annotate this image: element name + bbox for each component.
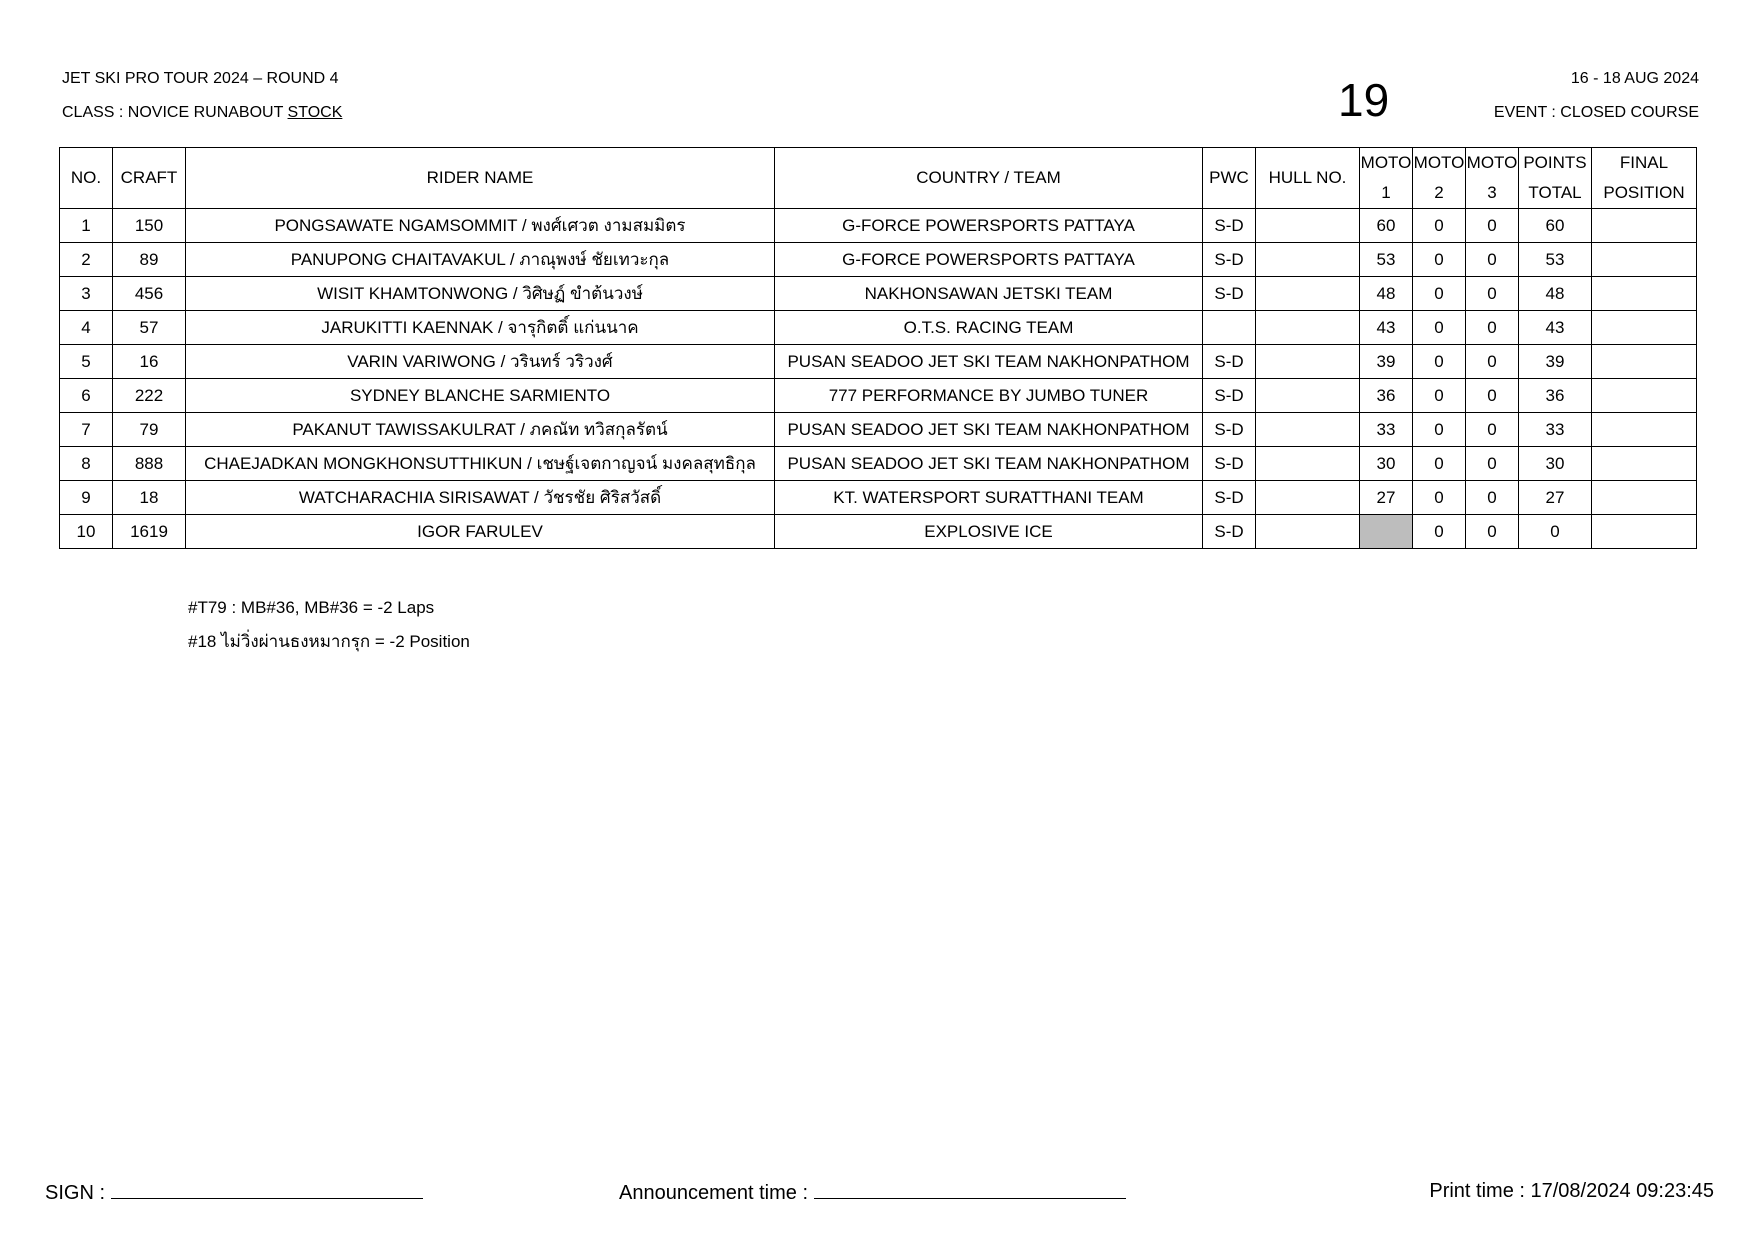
col-moto-3: MOTO 3 [1466,148,1519,209]
cell-moto1: 39 [1360,345,1413,379]
cell-total: 48 [1519,277,1592,311]
cell-final [1592,447,1697,481]
cell-craft: 456 [113,277,186,311]
cell-final [1592,209,1697,243]
cell-hull [1256,209,1360,243]
note-laps: #T79 : MB#36, MB#36 = -2 Laps [188,598,435,617]
cell-hull [1256,311,1360,345]
cell-hull [1256,515,1360,549]
table-row [60,481,1697,515]
col-rider-name: RIDER NAME [186,148,775,209]
cell-moto2: 0 [1413,243,1466,277]
cell-craft: 150 [113,209,186,243]
cell-final [1592,311,1697,345]
cell-final [1592,413,1697,447]
cell-moto2: 0 [1413,447,1466,481]
cell-moto1: 36 [1360,379,1413,413]
cell-craft: 16 [113,345,186,379]
cell-pwc: S-D [1203,515,1256,549]
cell-moto1: 27 [1360,481,1413,515]
cell-total: 33 [1519,413,1592,447]
page-number: 19 [1338,74,1390,126]
cell-moto3: 0 [1466,413,1519,447]
cell-hull [1256,481,1360,515]
cell-team: O.T.S. RACING TEAM [775,311,1203,345]
cell-team: PUSAN SEADOO JET SKI TEAM NAKHONPATHOM [775,345,1203,379]
cell-pwc: S-D [1203,413,1256,447]
cell-craft: 79 [113,413,186,447]
cell-total: 36 [1519,379,1592,413]
col-no: NO. [60,148,113,209]
cell-pwc: S-D [1203,243,1256,277]
results-table [59,147,1697,549]
cell-no: 3 [60,277,113,311]
cell-rider: SYDNEY BLANCHE SARMIENTO [186,379,775,413]
col-country-team: COUNTRY / TEAM [775,148,1203,209]
cell-team: PUSAN SEADOO JET SKI TEAM NAKHONPATHOM [775,413,1203,447]
cell-team: NAKHONSAWAN JETSKI TEAM [775,277,1203,311]
class-label [62,104,342,122]
cell-hull [1256,277,1360,311]
cell-pwc: S-D [1203,481,1256,515]
cell-final [1592,345,1697,379]
table-row [60,515,1697,549]
cell-moto3: 0 [1466,515,1519,549]
cell-craft: 18 [113,481,186,515]
col-points-total: POINTS TOTAL [1519,148,1592,209]
cell-craft: 888 [113,447,186,481]
cell-pwc [1203,311,1256,345]
cell-moto1: 33 [1360,413,1413,447]
table-row [60,413,1697,447]
cell-no: 9 [60,481,113,515]
cell-total: 39 [1519,345,1592,379]
cell-pwc: S-D [1203,379,1256,413]
table-row [60,379,1697,413]
event-title: JET SKI PRO TOUR 2024 – ROUND 4 [62,70,339,87]
cell-rider: WATCHARACHIA SIRISAWAT / วัชรชัย ศิริสวัสดิ์ [186,481,775,515]
cell-team: PUSAN SEADOO JET SKI TEAM NAKHONPATHOM [775,447,1203,481]
cell-final [1592,277,1697,311]
cell-moto3: 0 [1466,209,1519,243]
table-row [60,447,1697,481]
cell-moto1: 48 [1360,277,1413,311]
col-hull-no: HULL NO. [1256,148,1360,209]
cell-final [1592,243,1697,277]
col-moto-2: MOTO 2 [1413,148,1466,209]
cell-final [1592,379,1697,413]
cell-hull [1256,413,1360,447]
table-row [60,311,1697,345]
cell-team: EXPLOSIVE ICE [775,515,1203,549]
cell-pwc: S-D [1203,277,1256,311]
cell-no: 10 [60,515,113,549]
event-dates: 16 - 18 AUG 2024 [1570,70,1699,87]
cell-moto1: 43 [1360,311,1413,345]
cell-team: 777 PERFORMANCE BY JUMBO TUNER [775,379,1203,413]
cell-team: KT. WATERSPORT SURATTHANI TEAM [775,481,1203,515]
cell-total: 60 [1519,209,1592,243]
cell-rider: CHAEJADKAN MONGKHONSUTTHIKUN / เชษฐ์เจตกาญจน์ มงคลสุทธิกุล [186,447,775,481]
announcement-line [619,1180,1126,1205]
table-row [60,209,1697,243]
cell-moto2: 0 [1413,379,1466,413]
cell-pwc: S-D [1203,209,1256,243]
cell-moto2: 0 [1413,277,1466,311]
table-header-row [60,148,1697,209]
cell-no: 1 [60,209,113,243]
cell-no: 5 [60,345,113,379]
cell-final [1592,481,1697,515]
class-prefix: CLASS : NOVICE RUNABOUT [62,104,288,121]
cell-rider: JARUKITTI KAENNAK / จารุกิตติ์ แก่นนาค [186,311,775,345]
cell-total: 27 [1519,481,1592,515]
cell-craft: 222 [113,379,186,413]
col-pwc: PWC [1203,148,1256,209]
cell-moto3: 0 [1466,481,1519,515]
cell-total: 30 [1519,447,1592,481]
cell-moto3: 0 [1466,243,1519,277]
sign-label: SIGN : [45,1182,106,1204]
cell-rider: VARIN VARIWONG / วรินทร์ วริวงศ์ [186,345,775,379]
cell-hull [1256,379,1360,413]
cell-final [1592,515,1697,549]
cell-moto1: 53 [1360,243,1413,277]
cell-moto2: 0 [1413,311,1466,345]
print-time: Print time : 17/08/2024 09:23:45 [1429,1180,1714,1202]
announcement-underline [814,1180,1126,1199]
cell-pwc: S-D [1203,447,1256,481]
cell-rider: PANUPONG CHAITAVAKUL / ภาณุพงษ์ ชัยเทวะกุล [186,243,775,277]
cell-no: 4 [60,311,113,345]
cell-moto1: 30 [1360,447,1413,481]
cell-no: 2 [60,243,113,277]
cell-pwc: S-D [1203,345,1256,379]
cell-moto2: 0 [1413,345,1466,379]
cell-team: G-FORCE POWERSPORTS PATTAYA [775,209,1203,243]
cell-total: 43 [1519,311,1592,345]
event-type: EVENT : CLOSED COURSE [1493,104,1699,121]
cell-moto2: 0 [1413,413,1466,447]
cell-moto3: 0 [1466,345,1519,379]
cell-moto3: 0 [1466,379,1519,413]
class-stock: STOCK [287,104,343,121]
table-row [60,277,1697,311]
note-position: #18 ไม่วิ่งผ่านธงหมากรุก = -2 Position [188,632,470,651]
cell-no: 8 [60,447,113,481]
cell-hull [1256,345,1360,379]
cell-team: G-FORCE POWERSPORTS PATTAYA [775,243,1203,277]
cell-total: 53 [1519,243,1592,277]
cell-moto2: 0 [1413,515,1466,549]
cell-rider: PAKANUT TAWISSAKULRAT / ภคณัท ทวิสกุลรัตน์ [186,413,775,447]
cell-hull [1256,243,1360,277]
table-row [60,243,1697,277]
cell-craft: 1619 [113,515,186,549]
table-row [60,345,1697,379]
sign-underline [111,1180,423,1199]
cell-craft: 57 [113,311,186,345]
cell-no: 6 [60,379,113,413]
cell-moto1: 60 [1360,209,1413,243]
cell-moto3: 0 [1466,311,1519,345]
col-craft: CRAFT [113,148,186,209]
announcement-label: Announcement time : [619,1182,808,1204]
cell-rider: IGOR FARULEV [186,515,775,549]
col-final-position: FINAL POSITION [1592,148,1697,209]
cell-moto3: 0 [1466,447,1519,481]
cell-moto3: 0 [1466,277,1519,311]
cell-total: 0 [1519,515,1592,549]
sign-line [45,1180,423,1205]
cell-moto2: 0 [1413,209,1466,243]
cell-rider: PONGSAWATE NGAMSOMMIT / พงศ์เศวต งามสมมิตร [186,209,775,243]
cell-no: 7 [60,413,113,447]
cell-rider: WISIT KHAMTONWONG / วิศิษฏ์ ขำต้นวงษ์ [186,277,775,311]
cell-craft: 89 [113,243,186,277]
cell-moto1 [1360,515,1413,549]
cell-hull [1256,447,1360,481]
cell-moto2: 0 [1413,481,1466,515]
notes [188,591,470,659]
col-moto-1: MOTO 1 [1360,148,1413,209]
